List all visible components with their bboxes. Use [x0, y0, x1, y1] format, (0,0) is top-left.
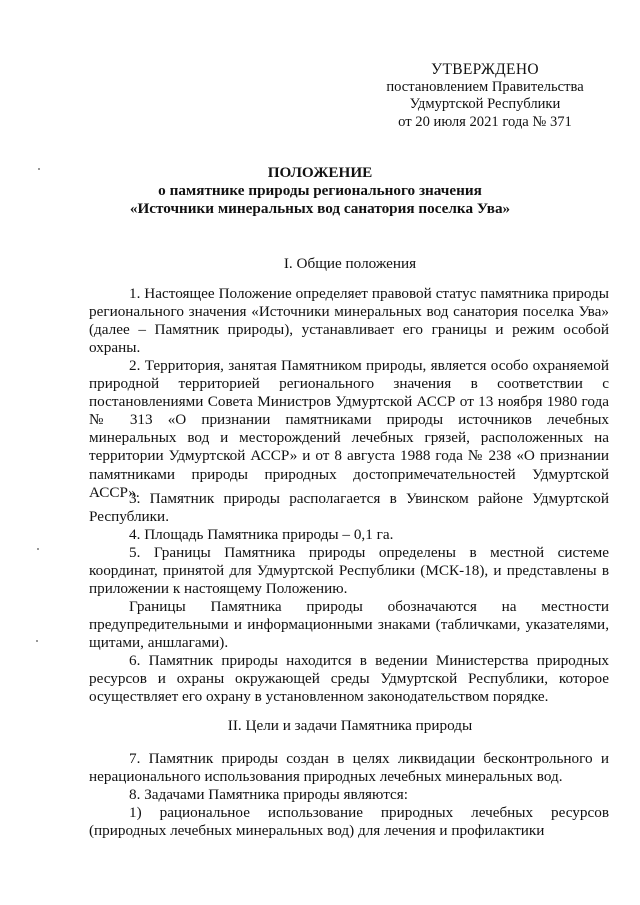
document-title: [60, 164, 580, 218]
scan-speck: [36, 640, 38, 642]
title-line: ПОЛОЖЕНИЕ: [267, 164, 373, 181]
section-heading: I. Общие положения: [283, 255, 417, 272]
scan-speck: [37, 548, 39, 550]
approval-heading: УТВЕРЖДЕНО: [431, 61, 539, 78]
paragraph: 6. Памятник природы находится в ведении Министерства природных ресурсов и охраны окружающей среды Удмуртской Республики, которое осуществляет его охрану в установленном законодательством порядке.: [89, 652, 609, 706]
paragraph: 8. Задачами Памятника природы являются:: [129, 786, 408, 803]
section-heading: II. Цели и задачи Памятника природы: [227, 717, 473, 734]
approval-line: от 20 июля 2021 года № 371: [398, 113, 572, 130]
title-line: «Источники минеральных вод санатория поселка Ува»: [129, 200, 511, 217]
scan-speck: [38, 168, 40, 170]
paragraph: 1. Настоящее Положение определяет правовой статус памятника природы регионального значения «Источники минеральных вод санатория поселка Ува» (далее – Памятник природы), устанавливает его границы и режим особой охраны.: [89, 285, 609, 357]
paragraph: Границы Памятника природы обозначаются на местности предупредительными и информационными знаками (табличками, указателями, щитами, аншлагами).: [89, 598, 609, 652]
paragraph: 2. Территория, занятая Памятником природы, является особо охраняемой природной территорией регионального значения в соответствии с постановлениями Совета Министров Удмуртской АССР от 13 ноября 1980 года № 313 «О признании памятниками природы источников лечебных минеральных вод и месторождений лечебных грязей, расположенных на территории Удмуртской АССР» и от 8 августа 1988 года № 238 «О признании памятниками природы природных достопримечательностей Удмуртской АССР».: [89, 357, 609, 501]
title-line: о памятнике природы регионального значения: [158, 182, 482, 199]
approval-line: постановлением Правительства: [386, 78, 584, 95]
approval-line: Удмуртской Республики: [409, 96, 561, 112]
paragraph: 3. Памятник природы располагается в Увинском районе Удмуртской Республики.: [89, 490, 609, 526]
paragraph: 1) рациональное использование природных лечебных ресурсов (природных лечебных минеральных вод) для лечения и профилактики: [89, 804, 609, 840]
paragraph: 5. Границы Памятника природы определены в местной системе координат, принятой для Удмуртской Республики (МСК-18), и представлены в приложении к настоящему Положению.: [89, 544, 609, 598]
paragraph: 4. Площадь Памятника природы – 0,1 га.: [129, 526, 394, 543]
approval-block: [380, 61, 590, 131]
paragraph: 7. Памятник природы создан в целях ликвидации бесконтрольного и нерационального использования природных лечебных минеральных вод.: [89, 750, 609, 786]
